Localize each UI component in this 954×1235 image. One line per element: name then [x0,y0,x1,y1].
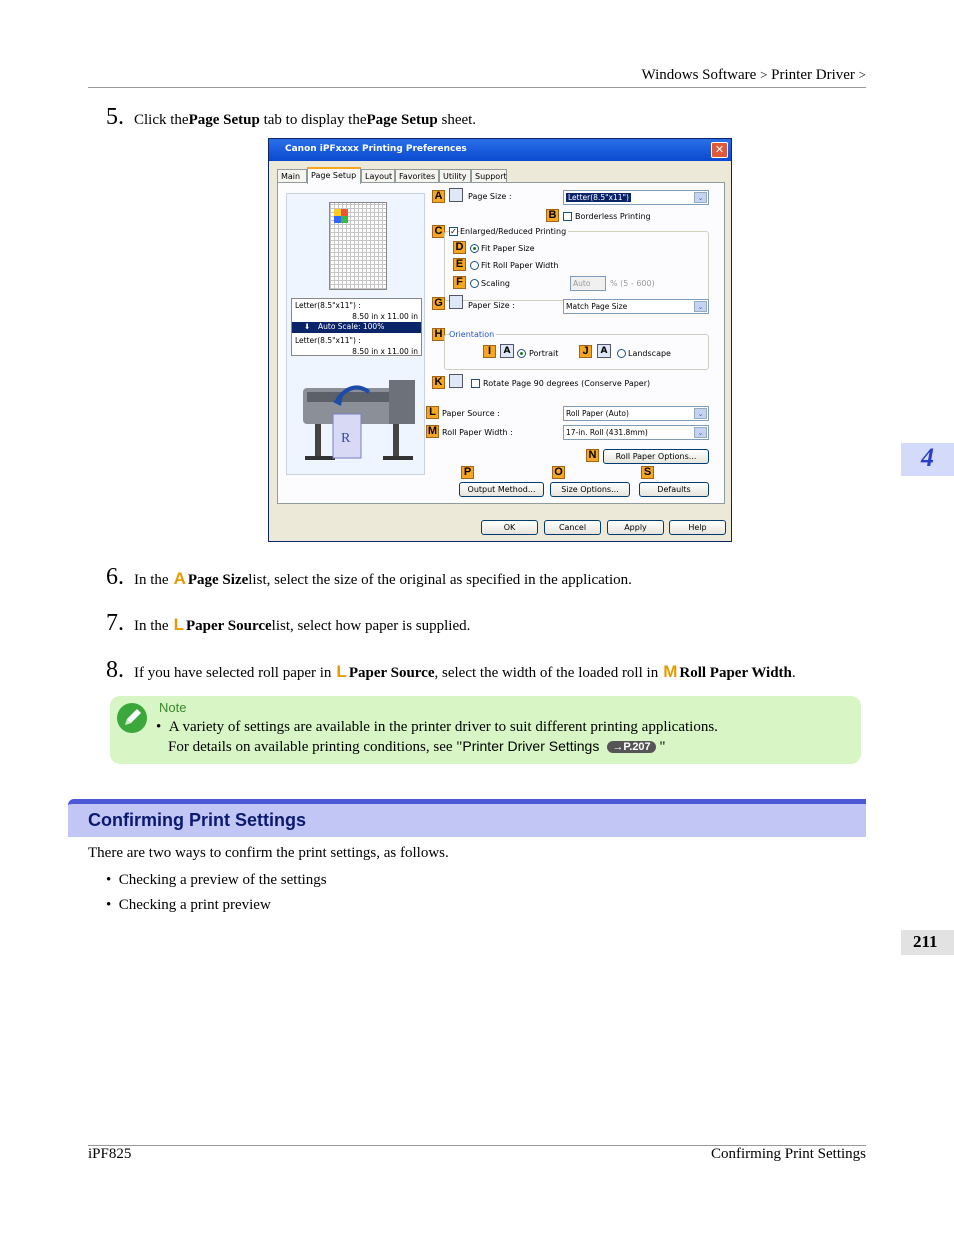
step-bold: Page Size [187,572,249,588]
step-text: list, select how paper is supplied. [271,618,471,634]
page-size-value: Letter(8.5"x11") [568,193,629,202]
label-e: E [453,258,466,271]
step-number: 6. [106,564,124,590]
scaling-value: Auto [573,279,591,288]
bullet: • [156,719,162,735]
breadcrumb [642,67,866,84]
page-size-select[interactable] [563,190,709,205]
step-text: . [791,665,796,681]
svg-text:R: R [341,431,351,446]
label-h: H [432,328,445,341]
step-5 [106,104,476,131]
page-setup-panel [277,182,725,504]
ok-button[interactable]: OK [481,520,538,535]
note-line: A variety of settings are available in the printer driver to suit different printing applications. [168,719,718,735]
size-line: Letter(8.5"x11") : [295,301,361,310]
step-text: In the [134,572,169,588]
section-title: Confirming Print Settings [88,810,306,830]
step-bold: Paper Source [348,665,435,681]
paper-source-value: Roll Paper (Auto) [566,409,629,418]
step-text: Click the [134,112,189,128]
tab-favorites[interactable]: Favorites [395,169,439,183]
portrait-label: Portrait [529,349,559,358]
rotate-icon [449,374,463,388]
step-text: , select the width of the loaded roll in [434,665,659,681]
page-number: 211 [913,932,938,951]
printer-illustration [297,370,421,466]
step-bold: Paper Source [185,618,272,634]
section-header [68,799,866,837]
label-c: C [432,225,445,238]
label-a: A [432,190,445,203]
page-size-icon [449,188,463,202]
label-s: S [641,466,654,479]
section-intro: There are two ways to confirm the print settings, as follows. [88,845,449,861]
breadcrumb-separator: > [858,67,866,82]
letter-label: M [663,662,678,681]
paper-size-label: Paper Size : [468,301,515,310]
chevron-down-icon: ⌄ [694,427,707,438]
scaling-label: Scaling [481,279,510,288]
tab-main[interactable]: Main [277,169,307,183]
page-reference[interactable]: →P.207 [607,741,655,753]
paper-size-icon [449,295,463,309]
cancel-button[interactable]: Cancel [544,520,601,535]
dialog-titlebar [269,139,731,161]
step-text: In the [134,618,169,634]
label-l: L [426,406,439,419]
rotate-checkbox[interactable] [471,379,480,388]
list-item-text: Checking a preview of the settings [118,872,327,888]
page-preview [329,202,387,290]
breadcrumb-separator: > [760,67,768,82]
step-text: list, select the size of the original as specified in the application. [248,572,632,588]
label-d: D [453,241,466,254]
label-n: N [586,449,599,462]
size-dim: 8.50 in x 11.00 in [352,347,418,356]
size-options-button[interactable]: Size Options... [550,482,630,497]
size-info-box [291,298,422,356]
list-item: • Checking a print preview [106,897,271,913]
apply-button[interactable]: Apply [607,520,664,535]
fit-paper-label: Fit Paper Size [481,244,535,253]
chevron-down-icon: ⌄ [694,408,707,419]
dialog-title: Canon iPFxxxx Printing Preferences [285,144,467,154]
label-o: O [552,466,565,479]
letter-label: A [173,569,186,588]
roll-width-label: Roll Paper Width : [442,428,513,437]
step-number: 7. [106,610,124,636]
enlarged-label: Enlarged/Reduced Printing [460,227,567,236]
scaling-spinner[interactable] [570,276,606,291]
note-label: Note [159,700,187,715]
page-number-tab [901,930,954,955]
chevron-down-icon: ⌄ [694,301,707,312]
step-text: If you have selected roll paper in [134,665,332,681]
output-method-button[interactable]: Output Method... [459,482,544,497]
chevron-down-icon: ⌄ [694,192,707,203]
chapter-number: 4 [921,443,934,472]
note-text [156,719,718,736]
list-item: • Checking a preview of the settings [106,872,327,888]
close-icon[interactable]: ✕ [711,142,728,158]
label-b: B [546,209,559,222]
paper-size-select[interactable] [563,299,709,314]
label-g: G [432,297,445,310]
paper-source-label: Paper Source : [442,409,500,418]
roll-width-value: 17-in. Roll (431.8mm) [566,428,648,437]
label-p: P [461,466,474,479]
label-i: I [483,345,496,358]
tab-utility[interactable]: Utility [439,169,471,183]
label-f: F [453,276,466,289]
label-m: M [427,425,438,437]
step-bold: Page Setup [188,112,260,128]
breadcrumb-item: Windows Software [641,67,757,83]
landscape-radio[interactable] [617,349,626,358]
step-text: tab to display the [263,112,367,128]
preview-pane [286,193,425,475]
tab-page-setup[interactable]: Page Setup [307,167,361,184]
list-item-text: Checking a print preview [118,897,271,913]
letter-label: L [173,615,184,634]
scaling-radio[interactable] [470,279,479,288]
footer-model: iPF825 [88,1146,132,1162]
header-rule [88,87,866,88]
borderless-checkbox[interactable] [563,212,572,221]
size-line: Letter(8.5"x11") : [295,336,361,345]
landscape-label: Landscape [628,349,671,358]
note-text [168,738,666,756]
fit-roll-radio[interactable] [470,261,479,270]
letter-label: L [336,662,347,681]
note-line: " [655,739,666,755]
step-number: 5. [106,104,124,130]
portrait-radio[interactable] [517,349,526,358]
landscape-icon: A [597,344,611,358]
printing-preferences-dialog [268,138,732,542]
chapter-tab [901,443,954,476]
pencil-icon [116,702,148,734]
note-box [110,696,861,764]
tab-support[interactable]: Support [471,169,507,183]
help-button[interactable]: Help [669,520,726,535]
fit-roll-label: Fit Roll Paper Width [481,261,559,270]
scale-text: Auto Scale: 100% [318,322,385,331]
step-7 [106,610,470,637]
step-text: sheet. [441,112,477,128]
scale-row [292,322,421,333]
paper-source-select[interactable] [563,406,709,421]
enlarged-checkbox[interactable]: ✓ [450,227,457,236]
scaling-range: % (5 - 600) [610,279,655,288]
footer-section: Confirming Print Settings [710,1146,866,1162]
page-image-icon [334,209,348,223]
portrait-icon: A [500,344,514,358]
size-dim: 8.50 in x 11.00 in [352,312,418,321]
step-8 [106,657,796,684]
page-size-label: Page Size : [468,192,512,201]
label-k: K [432,376,445,389]
rotate-label: Rotate Page 90 degrees (Conserve Paper) [483,379,651,388]
step-bold: Page Setup [366,112,438,128]
orientation-label: Orientation [449,330,495,339]
step-6 [106,564,632,591]
roll-width-select[interactable] [563,425,709,440]
step-number: 8. [106,657,124,683]
borderless-label: Borderless Printing [575,212,651,221]
defaults-button[interactable]: Defaults [639,482,709,497]
note-line: For details on available printing conditions, see " [168,739,463,755]
breadcrumb-item: Printer Driver [771,67,855,83]
arrow-down-icon: ⬇ [304,322,311,331]
printer-driver-settings-link[interactable]: Printer Driver Settings [462,738,600,754]
paper-size-value: Match Page Size [566,302,628,311]
fit-paper-radio[interactable] [470,244,479,253]
label-j: J [579,345,592,358]
step-bold: Roll Paper Width [679,665,792,681]
roll-paper-options-button[interactable]: Roll Paper Options... [603,449,709,464]
tab-layout[interactable]: Layout [361,169,395,183]
